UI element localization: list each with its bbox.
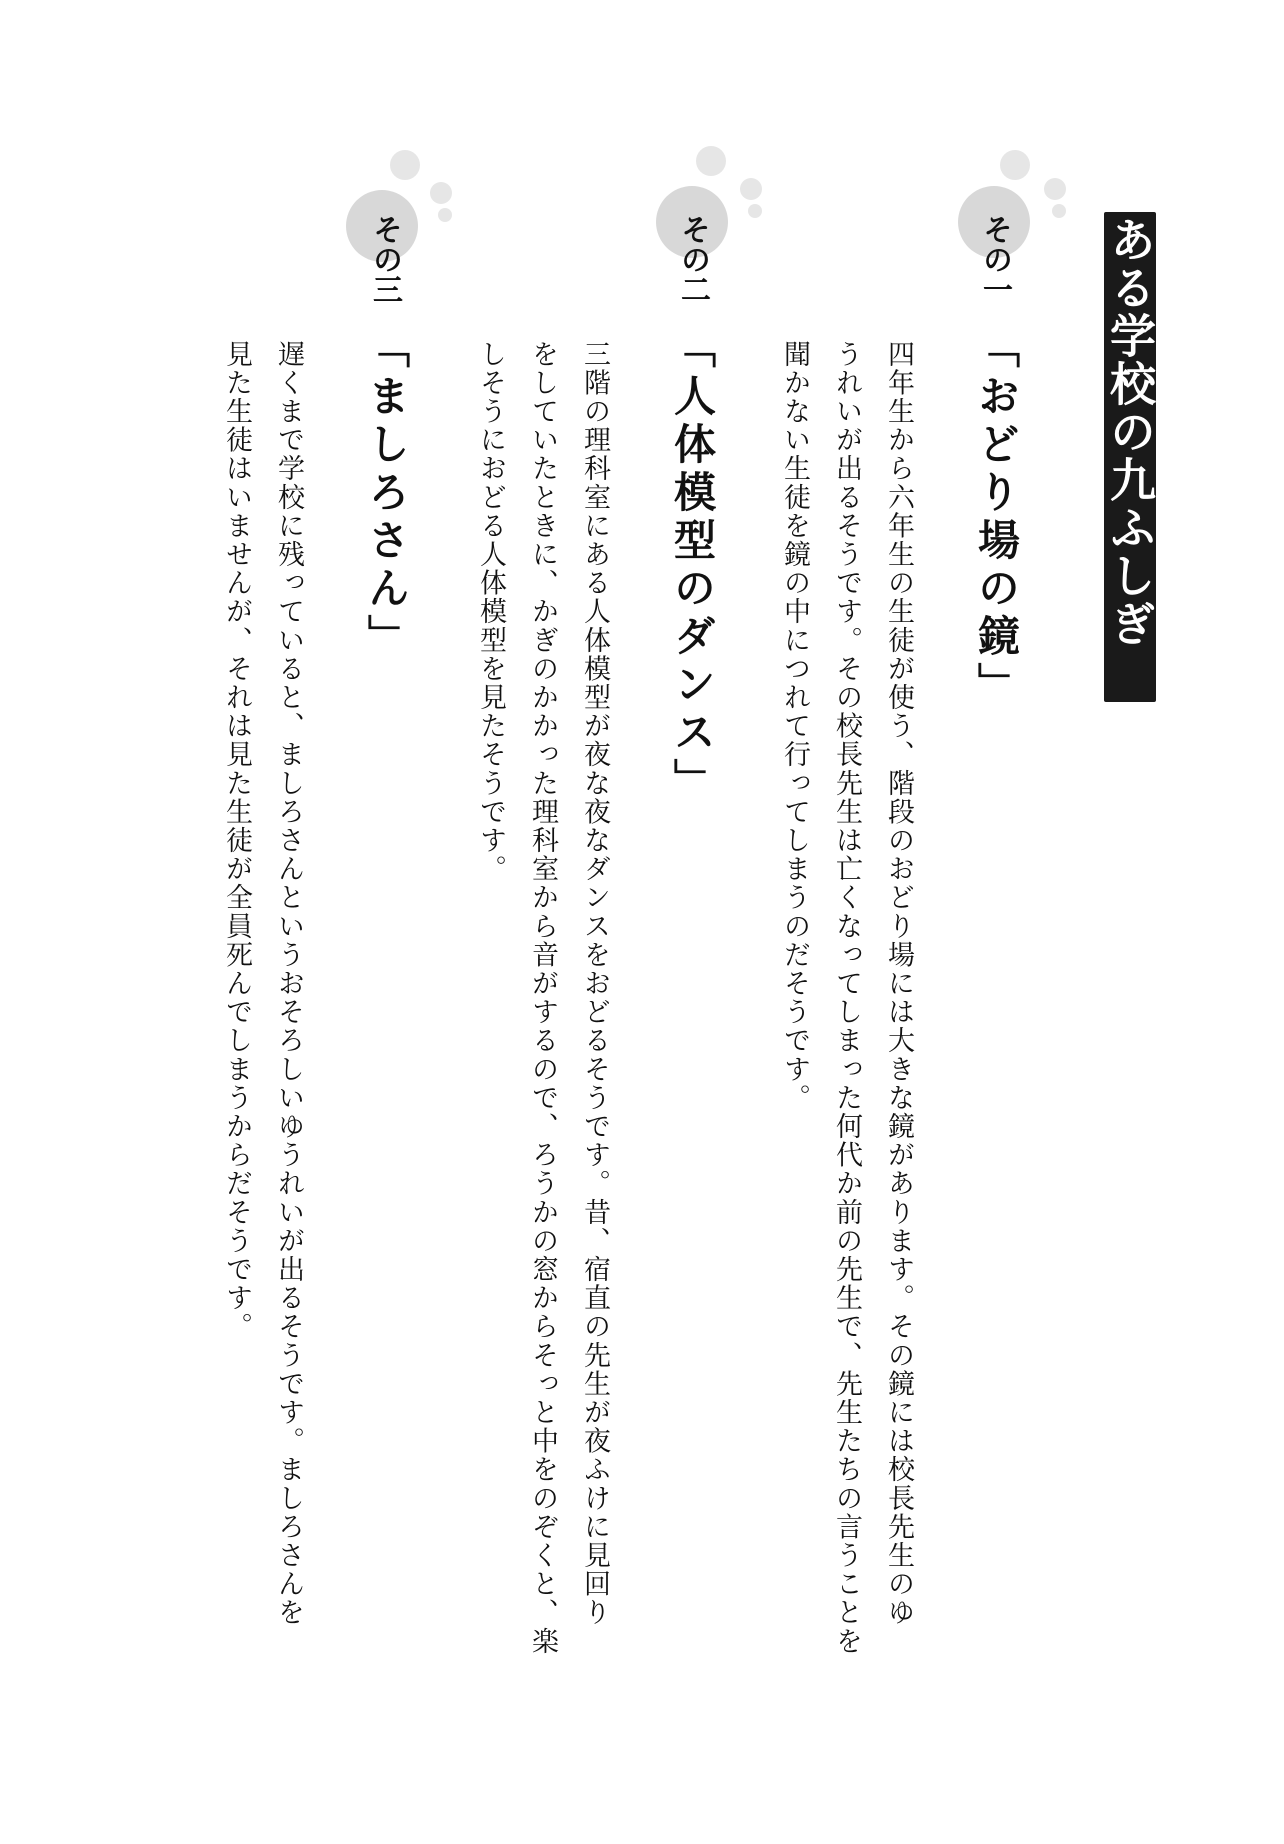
section-1-line-2: うれいが出るそうです。その校長先生は亡くなってしまった何代か前の先生で、先生たちの言うことを	[831, 340, 862, 1656]
section-1-line-1: 四年生から六年生の生徒が使う、階段のおどり場には大きな鏡があります。その鏡には校長先生のゆ	[883, 340, 914, 1627]
section-2-line-2: をしていたときに、かぎのかかった理科室から音がするので、ろうかの窓からそっと中をのぞくと、楽	[527, 340, 558, 1656]
section-3-line-2: 見た生徒はいませんが、それは見た生徒が全員死んでしまうからだそうです。	[221, 340, 252, 1341]
section-3-label: その三	[367, 214, 402, 304]
section-3-line-1: 遅くまで学校に残っていると、ましろさんというおそろしいゆうれいが出るそうです。ましろさんを	[273, 340, 304, 1627]
section-1-heading: 「おどり場の鏡」	[972, 326, 1021, 710]
section-2-line-3: しそうにおどる人体模型を見たそうです。	[475, 340, 506, 884]
section-2-heading: 「人体模型のダンス」	[668, 326, 717, 806]
section-3-heading: 「ましろさん」	[362, 326, 411, 662]
page-title: ある学校の九ふしぎ	[1103, 216, 1157, 648]
section-2-line-1: 三階の理科室にある人体模型が夜な夜なダンスをおどるそうです。昔、宿直の先生が夜ふけに見回り	[579, 340, 610, 1627]
section-1-label: その一	[977, 214, 1012, 304]
section-2-label: その二	[675, 214, 710, 304]
section-1-line-3: 聞かない生徒を鏡の中につれて行ってしまうのだそうです。	[779, 340, 810, 1113]
